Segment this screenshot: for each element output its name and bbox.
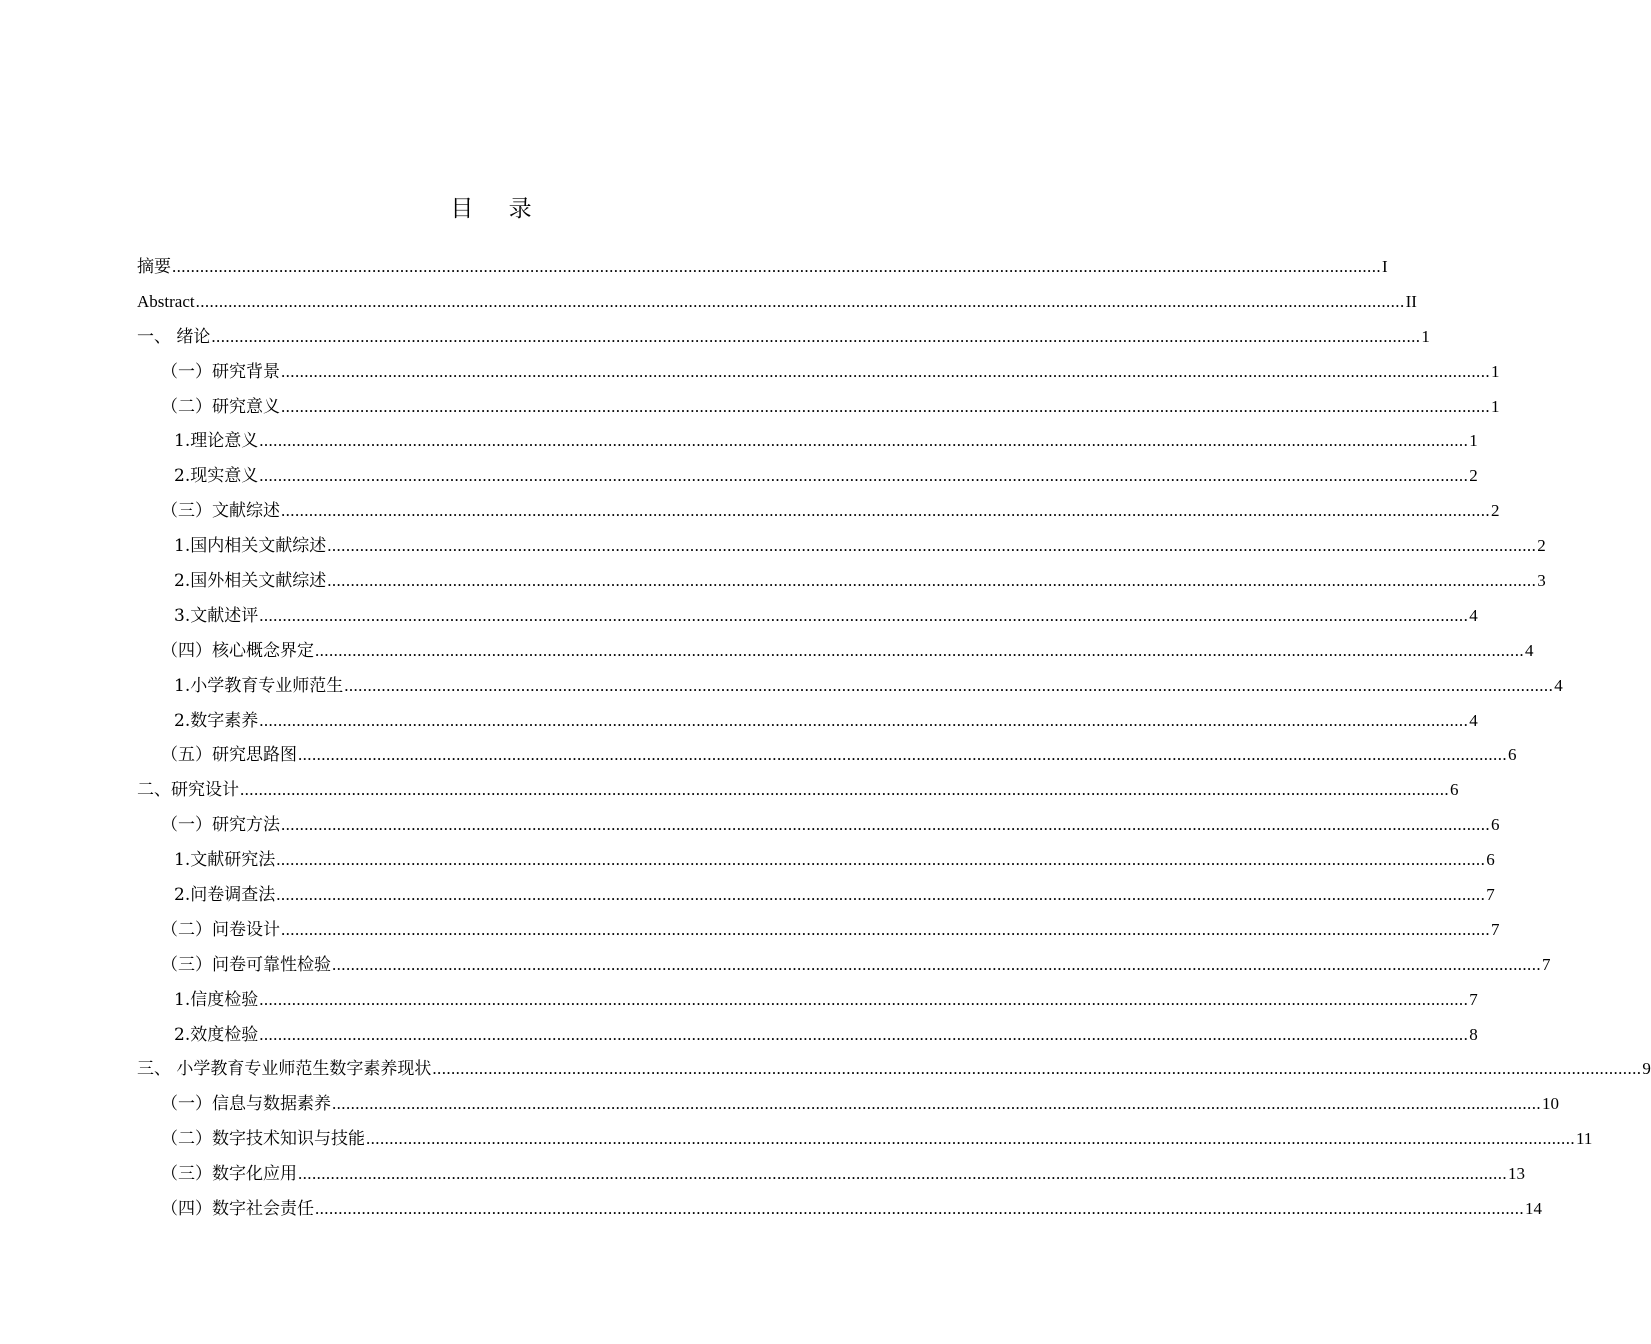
toc-entry-label: （二）数字技术知识与技能 (161, 1129, 365, 1150)
toc-entry-page-number: II (1405, 291, 1417, 311)
toc-entry[interactable] (137, 356, 1500, 391)
toc-entry-label: 摘要 (137, 257, 171, 277)
toc-entry-page-number: 4 (1469, 605, 1478, 625)
toc-entry-page-number: 3 (1537, 571, 1546, 591)
toc-entry-page-number: I (1382, 257, 1388, 276)
toc-entry-page-number: 2 (1537, 536, 1546, 556)
toc-entry[interactable] (137, 425, 1478, 460)
toc-entry[interactable] (137, 739, 1517, 774)
toc-entry[interactable] (137, 391, 1500, 426)
dot-leader: .................................................................................................................................................................................................................................................................... (332, 1094, 1541, 1114)
toc-entry-page-number: 7 (1486, 885, 1495, 905)
toc-entry-page-number: 8 (1469, 1024, 1478, 1044)
toc-entry[interactable] (137, 1123, 1593, 1158)
toc-entry[interactable] (137, 1193, 1542, 1228)
toc-entry-label: （四）核心概念界定 (161, 640, 314, 661)
toc-entry-label: 2.现实意义 (174, 466, 259, 487)
toc-entry-page-number: 6 (1450, 780, 1459, 800)
toc-entry-label: 1.信度检验 (174, 989, 259, 1010)
toc-entry-label: Abstract (137, 291, 195, 311)
toc-entry-page-number: 4 (1469, 710, 1478, 730)
toc-entry[interactable] (137, 635, 1534, 670)
toc-entry[interactable] (137, 286, 1417, 321)
toc-entry[interactable] (137, 1053, 1651, 1088)
toc-entry[interactable] (137, 879, 1495, 914)
toc-entry-page-number: 6 (1491, 815, 1500, 835)
toc-entry-page-number: 4 (1554, 675, 1563, 695)
toc-entry-label: （一）研究背景 (161, 361, 280, 382)
toc-entry[interactable] (137, 1158, 1525, 1193)
dot-leader: .................................................................................................................................................................................................................................................................... (259, 710, 1469, 730)
toc-entry[interactable] (137, 1088, 1559, 1123)
dot-leader: .................................................................................................................................................................................................................................................................... (298, 745, 1507, 765)
dot-leader: .................................................................................................................................................................................................................................................................... (366, 1129, 1575, 1149)
toc-title: 目 录 (450, 196, 546, 222)
toc-entry-label: （二）研究意义 (161, 396, 280, 417)
dot-leader: .................................................................................................................................................................................................................................................................... (281, 919, 1490, 939)
toc-entry-page-number: 9 (1642, 1059, 1651, 1079)
dot-leader: .................................................................................................................................................................................................................................................................... (344, 675, 1554, 695)
dot-leader: .................................................................................................................................................................................................................................................................... (259, 1024, 1469, 1044)
toc-entry[interactable] (137, 565, 1546, 600)
toc-entry-page-number: 1 (1491, 361, 1500, 381)
toc-entry[interactable] (137, 600, 1478, 635)
toc-entry-label: （一）信息与数据素养 (161, 1094, 331, 1115)
toc-entry-label: 一、 绪论 (137, 326, 211, 347)
dot-leader: .................................................................................................................................................................................................................................................................... (172, 257, 1381, 276)
toc-entry-page-number: 1 (1421, 326, 1430, 346)
toc-entry[interactable] (137, 844, 1495, 879)
toc-entry-page-number: 14 (1525, 1199, 1542, 1219)
dot-leader: .................................................................................................................................................................................................................................................................... (281, 361, 1490, 381)
toc-entry[interactable] (137, 321, 1430, 356)
toc-entry-label: （三）文献综述 (161, 501, 280, 522)
toc-entry-label: （五）研究思路图 (161, 745, 297, 766)
dot-leader: .................................................................................................................................................................................................................................................................... (327, 536, 1537, 556)
table-of-contents (137, 251, 1651, 1228)
dot-leader: .................................................................................................................................................................................................................................................................... (315, 1199, 1524, 1219)
toc-entry-page-number: 1 (1469, 431, 1478, 451)
toc-entry-page-number: 13 (1508, 1164, 1525, 1184)
toc-entry[interactable] (137, 705, 1478, 740)
toc-entry-label: （三）数字化应用 (161, 1164, 297, 1185)
toc-entry-label: 二、研究设计 (137, 780, 239, 801)
toc-entry-label: （二）问卷设计 (161, 919, 280, 940)
toc-entry-label: 3.文献述评 (174, 605, 259, 626)
toc-entry[interactable] (137, 1019, 1478, 1054)
toc-entry[interactable] (137, 774, 1459, 809)
toc-entry-label: （四）数字社会责任 (161, 1199, 314, 1220)
toc-entry[interactable] (137, 949, 1551, 984)
toc-entry-page-number: 7 (1469, 989, 1478, 1009)
toc-entry-page-number: 2 (1491, 501, 1500, 521)
toc-entry-label: 三、 小学教育专业师范生数字素养现状 (137, 1059, 432, 1080)
dot-leader: .................................................................................................................................................................................................................................................................... (327, 571, 1537, 591)
toc-entry-page-number: 2 (1469, 466, 1478, 486)
dot-leader: .................................................................................................................................................................................................................................................................... (332, 954, 1541, 974)
dot-leader: .................................................................................................................................................................................................................................................................... (432, 1059, 1642, 1079)
dot-leader: .................................................................................................................................................................................................................................................................... (259, 431, 1469, 451)
toc-entry-page-number: 10 (1542, 1094, 1559, 1114)
toc-entry[interactable] (137, 495, 1500, 530)
toc-entry-label: （三）问卷可靠性检验 (161, 954, 331, 975)
toc-entry[interactable] (137, 530, 1546, 565)
toc-entry-label: 2.问卷调查法 (174, 885, 276, 906)
dot-leader: .................................................................................................................................................................................................................................................................... (281, 396, 1490, 416)
toc-entry-label: 1.文献研究法 (174, 850, 276, 871)
dot-leader: .................................................................................................................................................................................................................................................................... (259, 989, 1469, 1009)
toc-entry[interactable] (137, 251, 1388, 286)
toc-entry-label: 1.理论意义 (174, 431, 259, 452)
toc-entry[interactable] (137, 914, 1500, 949)
dot-leader: .................................................................................................................................................................................................................................................................... (259, 466, 1469, 486)
toc-entry[interactable] (137, 670, 1563, 705)
dot-leader: .................................................................................................................................................................................................................................................................... (281, 501, 1490, 521)
dot-leader: .................................................................................................................................................................................................................................................................... (211, 326, 1421, 346)
dot-leader: .................................................................................................................................................................................................................................................................... (240, 780, 1449, 800)
toc-entry-label: 2.效度检验 (174, 1024, 259, 1045)
dot-leader: .................................................................................................................................................................................................................................................................... (259, 605, 1469, 625)
dot-leader: .................................................................................................................................................................................................................................................................... (298, 1164, 1507, 1184)
dot-leader: .................................................................................................................................................................................................................................................................... (281, 815, 1490, 835)
dot-leader: .................................................................................................................................................................................................................................................................... (315, 640, 1524, 660)
toc-entry-page-number: 4 (1525, 640, 1534, 660)
toc-entry-page-number: 11 (1576, 1129, 1593, 1149)
toc-entry-label: 1.国内相关文献综述 (174, 536, 327, 557)
toc-entry[interactable] (137, 984, 1478, 1019)
dot-leader: .................................................................................................................................................................................................................................................................... (276, 885, 1486, 905)
toc-entry-label: 2.数字素养 (174, 710, 259, 731)
toc-entry-label: 1.小学教育专业师范生 (174, 675, 344, 696)
toc-entry[interactable] (137, 809, 1500, 844)
dot-leader: .................................................................................................................................................................................................................................................................... (195, 291, 1405, 311)
toc-entry-page-number: 7 (1542, 954, 1551, 974)
toc-entry-label: （一）研究方法 (161, 815, 280, 836)
dot-leader: .................................................................................................................................................................................................................................................................... (276, 850, 1486, 870)
toc-entry-page-number: 6 (1508, 745, 1517, 765)
toc-entry[interactable] (137, 460, 1478, 495)
toc-entry-page-number: 7 (1491, 919, 1500, 939)
toc-entry-page-number: 6 (1486, 850, 1495, 870)
toc-entry-page-number: 1 (1491, 396, 1500, 416)
toc-entry-label: 2.国外相关文献综述 (174, 571, 327, 592)
